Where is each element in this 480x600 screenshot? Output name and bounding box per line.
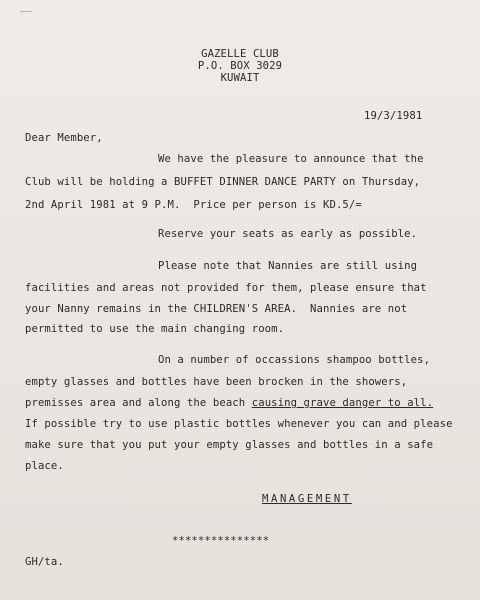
- paragraph1-line1: We have the pleasure to announce that the: [158, 153, 424, 165]
- paragraph3-line3-text: premisses area and along the beach: [25, 397, 252, 409]
- paragraph2-line4: permitted to use the main changing room.: [25, 323, 285, 335]
- paragraph3-line5: make sure that you put your empty glasses and bottles in a safe: [25, 439, 434, 451]
- paragraph2-line2: facilities and areas not provided for them, please ensure that: [25, 282, 427, 294]
- paragraph3-line6: place.: [25, 460, 64, 472]
- paragraph3-line4: If possible try to use plastic bottles whenever you can and please: [25, 418, 453, 430]
- warning-underlined-text: causing grave danger to all.: [251, 397, 434, 409]
- paragraph2-line3: your Nanny remains in the CHILDREN'S AREA. Nannies are not: [25, 303, 408, 315]
- letter-date: 19/3/1981: [364, 110, 423, 122]
- paragraph1-line3: 2nd April 1981 at 9 P.M. Price per person is KD.5/=: [25, 199, 362, 211]
- separator-asterisks: ***************: [172, 535, 270, 547]
- letterhead-po-box: P.O. BOX 3029: [197, 60, 283, 72]
- paragraph3-line1: On a number of occassions shampoo bottles,: [158, 354, 431, 366]
- letterhead-club-name: GAZELLE CLUB: [201, 48, 279, 60]
- paragraph3-line3: [25, 397, 433, 410]
- letterhead-city: KUWAIT: [220, 72, 260, 84]
- signature-management: MANAGEMENT: [262, 493, 352, 505]
- reference-initials: GH/ta.: [25, 556, 64, 568]
- salutation: Dear Member,: [25, 132, 103, 144]
- paragraph1-line2: Club will be holding a BUFFET DINNER DANCE PARTY on Thursday,: [25, 176, 421, 188]
- paragraph3-line2: empty glasses and bottles have been brocken in the showers,: [25, 376, 408, 388]
- paper-mark: [20, 6, 32, 12]
- reserve-line: Reserve your seats as early as possible.: [158, 228, 418, 240]
- paragraph2-line1: Please note that Nannies are still using: [158, 260, 418, 272]
